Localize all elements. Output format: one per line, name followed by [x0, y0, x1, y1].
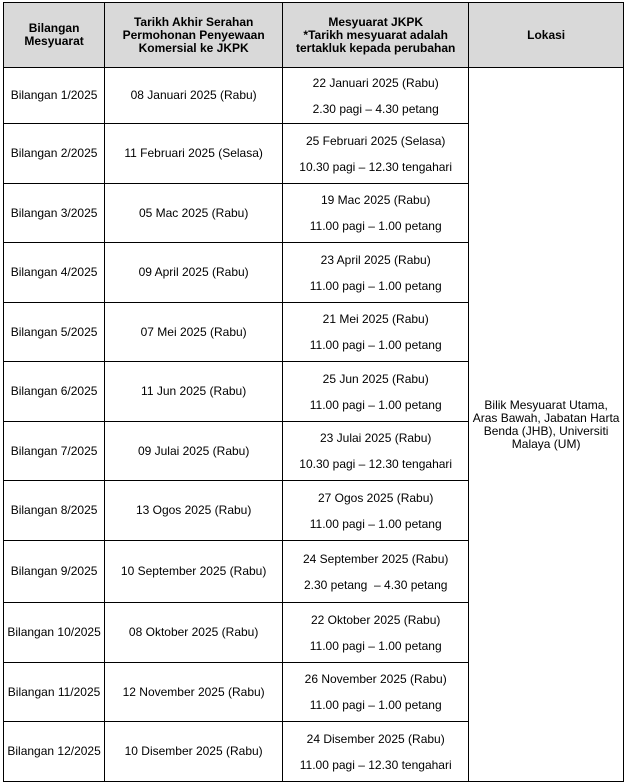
meeting-date: 19 Mac 2025 (Rabu) — [320, 193, 431, 207]
meeting-time: 11.00 pagi – 1.00 petang — [309, 698, 442, 712]
cell-deadline: 10 Disember 2025 (Rabu) — [105, 722, 283, 782]
meeting-date: 22 Januari 2025 (Rabu) — [312, 75, 439, 90]
cell-location: Bilik Mesyuarat Utama, Aras Bawah, Jabatan Harta Benda (JHB), Universiti Malaya (UM) — [469, 68, 624, 782]
cell-bilangan: Bilangan 11/2025 — [4, 663, 105, 722]
table-body — [4, 68, 624, 782]
cell-deadline: 08 Januari 2025 (Rabu) — [105, 68, 283, 124]
header-deadline: Tarikh Akhir Serahan Permohonan Penyewaan Komersial ke JKPK — [105, 3, 283, 68]
cell-meeting — [283, 243, 469, 303]
cell-bilangan: Bilangan 3/2025 — [4, 184, 105, 243]
header-meeting — [283, 3, 469, 68]
cell-meeting — [283, 362, 469, 422]
meeting-time: 11.00 pagi – 1.00 petang — [309, 338, 442, 352]
cell-deadline: 05 Mac 2025 (Rabu) — [105, 184, 283, 243]
cell-meeting — [283, 422, 469, 481]
cell-bilangan: Bilangan 12/2025 — [4, 722, 105, 782]
cell-bilangan: Bilangan 7/2025 — [4, 422, 105, 481]
meeting-time: 10.30 pagi – 12.30 tengahari — [299, 159, 453, 174]
meeting-date: 23 Julai 2025 (Rabu) — [319, 431, 432, 445]
cell-deadline: 11 Februari 2025 (Selasa) — [105, 124, 283, 184]
meeting-time: 11.00 pagi – 1.00 petang — [309, 638, 442, 653]
cell-deadline: 07 Mei 2025 (Rabu) — [105, 303, 283, 362]
cell-meeting — [283, 663, 469, 722]
meeting-date: 24 Disember 2025 (Rabu) — [306, 731, 445, 746]
meeting-time: 10.30 pagi – 12.30 tengahari — [299, 457, 453, 471]
cell-meeting — [283, 124, 469, 184]
cell-meeting — [283, 541, 469, 603]
meeting-date: 25 Jun 2025 (Rabu) — [322, 371, 429, 386]
meeting-date: 21 Mei 2025 (Rabu) — [322, 312, 429, 326]
meeting-date: 22 Oktober 2025 (Rabu) — [310, 612, 441, 627]
meeting-time: 11.00 pagi – 1.00 petang — [309, 397, 442, 412]
cell-deadline: 09 Julai 2025 (Rabu) — [105, 422, 283, 481]
header-location: Lokasi — [469, 3, 624, 68]
cell-meeting — [283, 184, 469, 243]
meeting-date: 25 Februari 2025 (Selasa) — [305, 133, 446, 148]
cell-deadline: 11 Jun 2025 (Rabu) — [105, 362, 283, 422]
cell-bilangan: Bilangan 2/2025 — [4, 124, 105, 184]
cell-bilangan: Bilangan 9/2025 — [4, 541, 105, 603]
cell-bilangan: Bilangan 10/2025 — [4, 603, 105, 663]
table-row — [4, 68, 624, 124]
cell-deadline: 09 April 2025 (Rabu) — [105, 243, 283, 303]
cell-bilangan: Bilangan 8/2025 — [4, 481, 105, 541]
cell-meeting — [283, 722, 469, 782]
cell-meeting — [283, 68, 469, 124]
cell-deadline: 10 September 2025 (Rabu) — [105, 541, 283, 603]
meeting-schedule-table — [3, 2, 624, 782]
cell-bilangan: Bilangan 6/2025 — [4, 362, 105, 422]
cell-deadline: 12 November 2025 (Rabu) — [105, 663, 283, 722]
meeting-time: 11.00 pagi – 12.30 tengahari — [299, 757, 452, 772]
cell-meeting — [283, 481, 469, 541]
meeting-time: 2.30 pagi – 4.30 petang — [312, 101, 439, 116]
cell-meeting — [283, 603, 469, 663]
cell-deadline: 13 Ogos 2025 (Rabu) — [105, 481, 283, 541]
cell-bilangan: Bilangan 1/2025 — [4, 68, 105, 124]
meeting-date: 23 April 2025 (Rabu) — [320, 252, 431, 267]
cell-bilangan: Bilangan 5/2025 — [4, 303, 105, 362]
cell-meeting — [283, 303, 469, 362]
header-bilangan: Bilangan Mesyuarat — [4, 3, 105, 68]
meeting-date: 26 November 2025 (Rabu) — [304, 672, 447, 686]
cell-bilangan: Bilangan 4/2025 — [4, 243, 105, 303]
meeting-time: 11.00 pagi – 1.00 petang — [309, 278, 442, 293]
meeting-time: 2.30 petang – 4.30 petang — [303, 577, 448, 592]
table-header-row — [4, 3, 624, 68]
cell-deadline: 08 Oktober 2025 (Rabu) — [105, 603, 283, 663]
meeting-time: 11.00 pagi – 1.00 petang — [309, 516, 442, 531]
meeting-date: 27 Ogos 2025 (Rabu) — [317, 490, 434, 505]
meeting-date: 24 September 2025 (Rabu) — [302, 551, 449, 566]
header-meeting-title: Mesyuarat JKPK — [328, 14, 424, 29]
header-meeting-note: *Tarikh mesyuarat adalah tertakluk kepada perubahan — [295, 27, 456, 55]
meeting-time: 11.00 pagi – 1.00 petang — [309, 219, 442, 233]
